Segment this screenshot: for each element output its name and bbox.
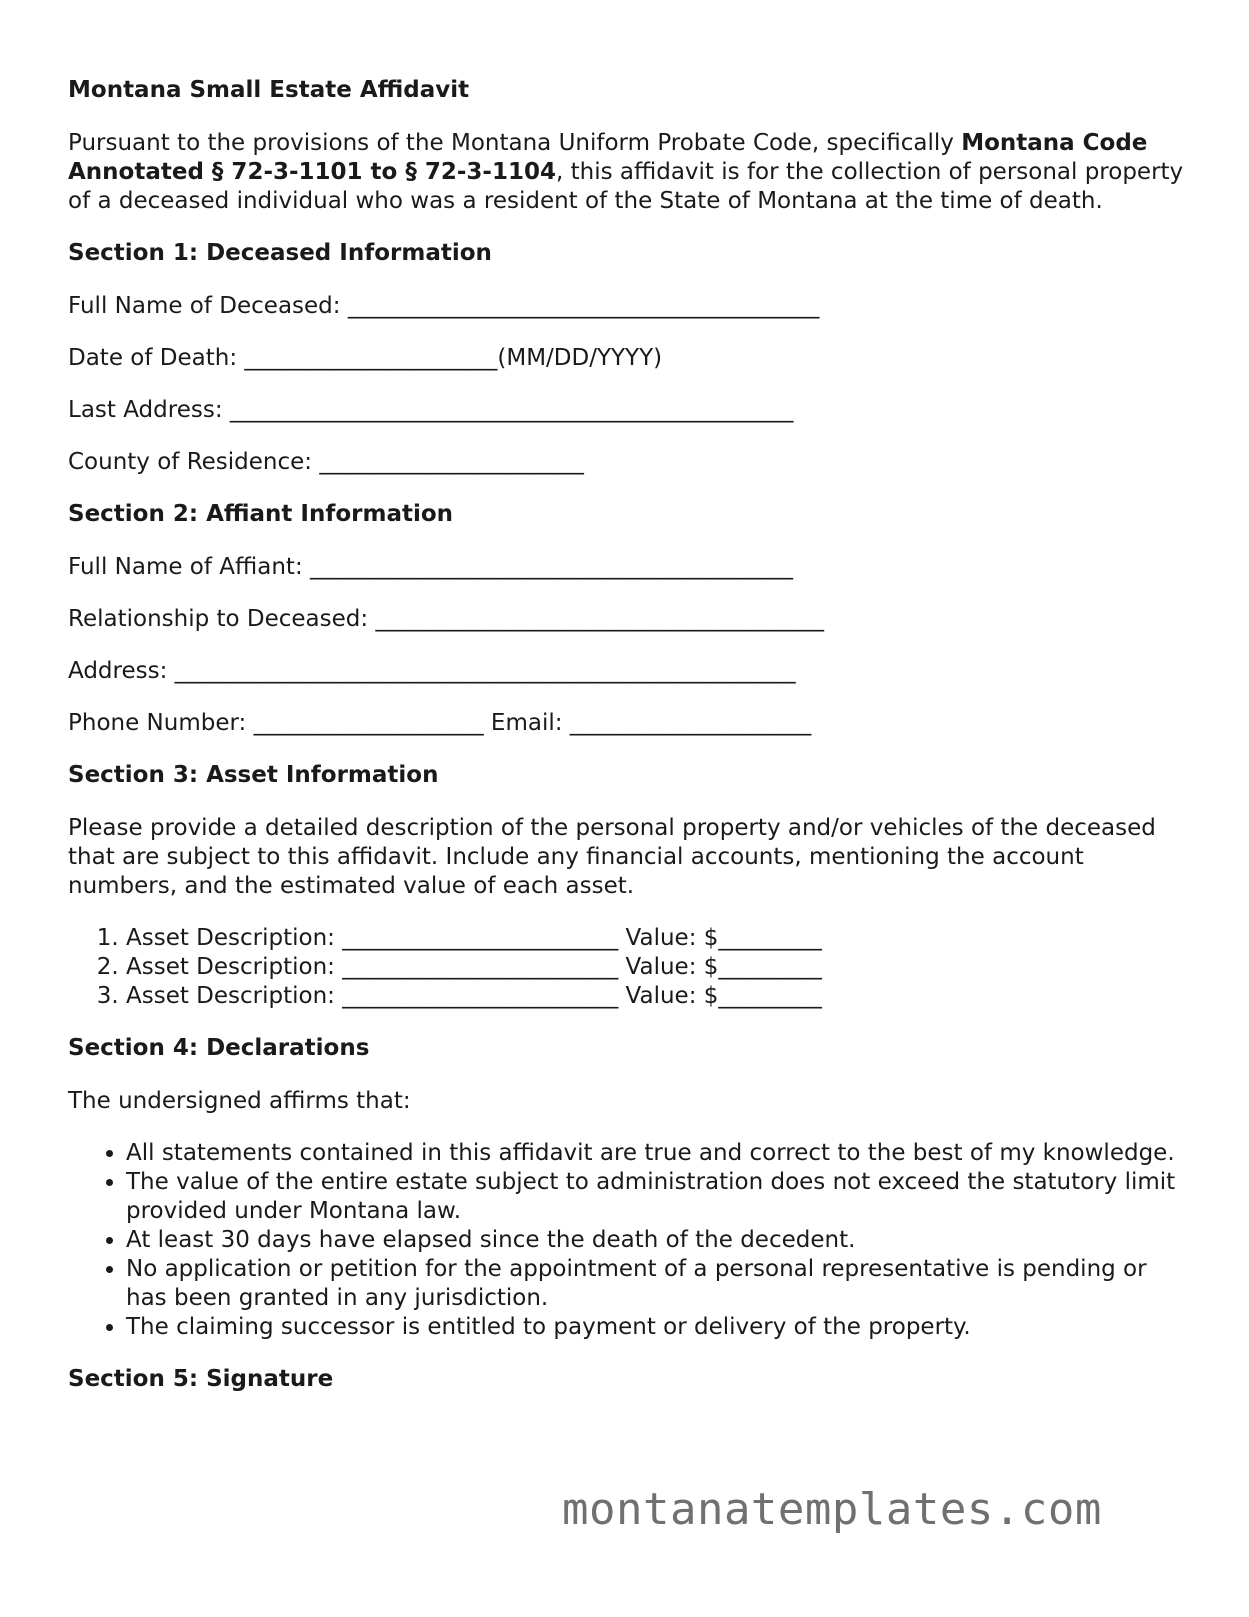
relationship-field[interactable]: Relationship to Deceased: _______________________________________ [68,606,824,632]
asset-list [68,924,1188,1011]
watermark-text: montanatemplates.com [562,1484,1102,1535]
section-1-heading: Section 1: Deceased Information [68,240,492,266]
asset-item-1[interactable]: 1. Asset Description: ________________________ Value: $_________ [126,924,1188,953]
asset-item-3[interactable]: 3. Asset Description: ________________________ Value: $_________ [126,982,1188,1011]
asset-item-2[interactable]: 2. Asset Description: ________________________ Value: $_________ [126,953,1188,982]
declaration-item: • At least 30 days have elapsed since the death of the decedent. [126,1226,1188,1255]
document-title: Montana Small Estate Affidavit [68,77,470,103]
intro-statute: Montana Code Annotated § 72-3-1101 to § 72-3-1104 [68,130,1148,185]
last-address-field[interactable]: Last Address: _________________________________________________ [68,397,794,423]
intro-text-before: Pursuant to the provisions of the Montana Uniform Probate Code, specifically [68,130,962,156]
phone-email-field[interactable]: Phone Number: ____________________ Email: _____________________ [68,710,812,736]
declaration-item: • The claiming successor is entitled to payment or delivery of the property. [126,1313,1188,1342]
date-of-death-field[interactable]: Date of Death: ______________________(MM/DD/YYYY) [68,345,663,371]
declaration-item: • All statements contained in this affidavit are true and correct to the best of my knowledge. [126,1139,1188,1168]
intro-paragraph [68,129,1188,216]
section-5-heading: Section 5: Signature [68,1366,334,1392]
affiant-address-field[interactable]: Address: ______________________________________________________ [68,658,796,684]
deceased-full-name-field[interactable]: Full Name of Deceased: _________________________________________ [68,293,820,319]
declarations-lead: The undersigned affirms that: [68,1088,411,1114]
section-3-heading: Section 3: Asset Information [68,762,439,788]
county-of-residence-field[interactable]: County of Residence: _______________________ [68,449,584,475]
section-4-heading: Section 4: Declarations [68,1035,370,1061]
section-2-heading: Section 2: Affiant Information [68,501,454,527]
declaration-item: • No application or petition for the appointment of a personal representative is pending or has been granted in any jurisdiction. [126,1255,1188,1313]
declarations-list [68,1139,1188,1342]
declaration-item: • The value of the entire estate subject to administration does not exceed the statutory limit provided under Montana law. [126,1168,1188,1226]
asset-instructions: Please provide a detailed description of the personal property and/or vehicles of the deceased that are subject to this affidavit. Include any financial accounts, mentioning the account numbers, and the estimated value of each asset. [68,815,1156,899]
intro-text-after: , this affidavit is for the collection of personal property of a deceased individual who was a resident of the State of Montana at the time of death. [68,159,1184,214]
affiant-full-name-field[interactable]: Full Name of Affiant: __________________________________________ [68,554,794,580]
affidavit-document [68,76,1188,1418]
